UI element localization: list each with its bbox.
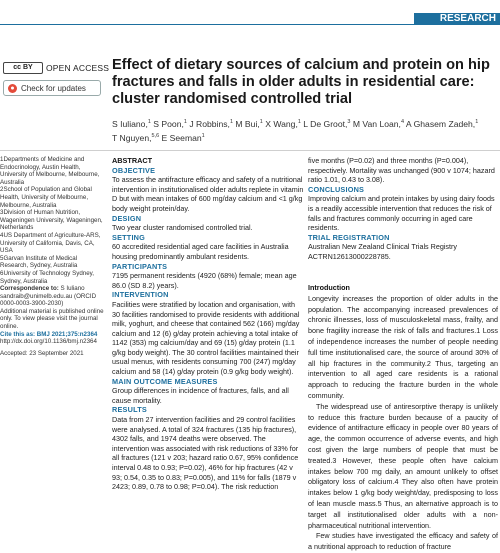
setting-heading: SETTING	[112, 232, 146, 242]
open-access-badge[interactable]	[3, 62, 109, 74]
check-updates-label: Check for updates	[21, 83, 86, 93]
title-divider	[0, 150, 500, 151]
design-text: Two year cluster randomised controlled trial.	[112, 223, 253, 233]
introduction-heading: Introduction	[308, 283, 350, 292]
conclusions-text: Improving calcium and protein intakes by using dairy foods is a readily accessible intervention that reduces the risk of falls and fractures commonly occurring in aged care residents.	[308, 194, 495, 233]
design-heading: DESIGN	[112, 213, 142, 223]
conclusions-heading: CONCLUSIONS	[308, 184, 365, 194]
objective-heading: OBJECTIVE	[112, 165, 156, 175]
introduction-section	[308, 283, 498, 553]
correspondence-label: Correspondence to:	[0, 285, 59, 293]
doi-link[interactable]: http://dx.doi.org/10.1136/bmj.n2364	[0, 338, 97, 346]
correspondence-text[interactable]: S Iuliano sandraib@unimelb.edu.au (ORCID 0000-0003-3900-2030)	[0, 285, 97, 308]
check-for-updates-button[interactable]	[3, 80, 101, 96]
affiliation: 5Garvan Institute of Medical Research, Sydney, Australia	[0, 254, 78, 270]
participants-heading: PARTICIPANTS	[112, 261, 168, 271]
abstract-heading: ABSTRACT	[112, 156, 153, 165]
header-rule	[0, 24, 500, 25]
introduction-paragraph: Few studies have investigated the efficacy and safety of a nutritional approach to reduction of fracture	[308, 531, 498, 552]
setting-text: 60 accredited residential aged care facilities in Australia housing predominantly ambulant residents.	[112, 242, 289, 261]
intervention-text: Facilities were stratified by location and organisation, with 30 facilities randomised to provide residents with additional milk, yoghurt, and cheese that contained 562 (166) mg/day calcium and 12 (6) g/day protein achieving a total intake of 1142 (353) mg calcium/day and 69 (15) g/day protein (1.1 g/kg body weight). The 30 control facilities maintained their usual menus, with residents consuming 700 (247) mg/day calcium and 58 (14) g/day protein (0.9 g/kg body weight).	[112, 299, 300, 377]
introduction-paragraph: The widespread use of antiresorptive therapy is unlikely to reduce this fracture burden because of a paucity of evidence of antifracture efficacy in people over 80 years of age, the common occurrence of adverse events, and high cost given the large numbers of people that must be treated.3 However, these people often have calcium intakes below 700 mg daily, an amount unlikely to offset obligatory loss of calcium.4 They also often have protein intakes below 1 g/kg body weight/day, predisposing to loss of lean muscle mass.5 Thus, an alternative approach is to target all institutionalised older adults with a non-pharmaceutical nutritional intervention.	[308, 401, 498, 530]
author-list: S Iuliano,$^1$ S Poon,$^1$ J Robbins,$^1$ M Bui,$^1$ X Wang,$^1$ L De Groot,$^3$ M Van Loan,$^4$ A Ghasem Zadeh,$^1$ T Nguyen,$^{5,6}$ E Seeman$^1$	[112, 118, 479, 143]
affiliations-column	[0, 156, 106, 357]
registration-text: Australian New Zealand Clinical Trials Registry ACTRN12613000228785.	[308, 242, 457, 261]
results-text-continued: five months (P=0.02) and three months (P=0.004), respectively. Mortality was unchanged (900 v 1074; hazard ratio 1.01, 0.43 to 3.08).	[308, 156, 495, 185]
results-text: Data from 27 intervention facilities and 29 control facilities were analysed. A total of 324 fractures (135 hip fractures), 4302 falls, and 1974 deaths were observed. The intervention was associated with risk reductions of 33% for all fractures (121 v 203; hazard ratio 0.67, 95% confidence interval 0.48 to 0.93; P=0.02), 46% for hip fractures (42 v 93; 0.54, 0.35 to 0.83; P=0.005), and 11% for falls (1879 v 2423; 0.89, 0.78 to 0.98; P=0.04). The risk reduction	[112, 415, 299, 492]
registration-heading: TRIAL REGISTRATION	[308, 232, 390, 242]
abstract-column-continued	[308, 156, 498, 262]
affiliation: 2School of Population and Global Health, University of Melbourne, Melbourne, Australia	[0, 186, 92, 209]
section-label: RESEARCH	[414, 13, 500, 25]
accepted-date: Accepted: 23 September 2021	[0, 349, 84, 357]
journal-header	[0, 0, 500, 25]
affiliation: 4US Department of Agriculture-ARS, University of California, Davis, CA, USA	[0, 231, 101, 255]
affiliation: 3Division of Human Nutrition, Wageningen University, Wageningen, Netherlands	[0, 209, 103, 232]
affiliation: 6University of Technology Sydney, Sydney, Australia	[0, 269, 95, 285]
outcomes-heading: MAIN OUTCOME MEASURES	[112, 376, 218, 386]
article-title: Effect of dietary sources of calcium and protein on hip fractures and falls in older adults in residential care: cluster randomised controlled trial	[112, 57, 490, 107]
abstract-column	[112, 156, 304, 492]
intervention-heading: INTERVENTION	[112, 290, 169, 300]
affiliation: 1Departments of Medicine and Endocrinology, Austin Health, University of Melbourne, Melbourne, Australia	[0, 156, 100, 186]
objective-text: To assess the antifracture efficacy and safety of a nutritional intervention in institutionalised older adults replete in vitamin D but with mean intakes of 600 mg/day calcium and <1 g/kg body weight protein/day.	[112, 175, 304, 213]
open-access-label: OPEN ACCESS	[46, 63, 110, 73]
introduction-paragraph: Longevity increases the proportion of older adults in the population. The accompanying increased prevalences of chronic illnesses, loss of musculoskeletal mass, frailty, and bone fragility increase the risk of falls and fractures.1 Loss of independence increases the number of people needing full time institutionalised care, the source of around 30% of all hip fractures in the community.2 Thus, targeting an intervention to all aged care residents is a rational approach to reducing the fracture burden in the whole community.	[308, 293, 498, 400]
cite-as: Cite this as: BMJ 2021;375:n2364	[0, 330, 98, 338]
results-heading: RESULTS	[112, 405, 147, 415]
cc-by-icon: cc BY	[3, 62, 43, 74]
additional-material: Additional material is published online only. To view please visit the journal online.	[0, 307, 104, 331]
check-updates-icon: ●	[8, 84, 17, 93]
outcomes-text: Group differences in incidence of fractures, falls, and all cause mortality.	[112, 386, 289, 405]
participants-text: 7195 permanent residents (4920 (68%) female; mean age 86.0 (SD 8.2) years).	[112, 271, 297, 290]
